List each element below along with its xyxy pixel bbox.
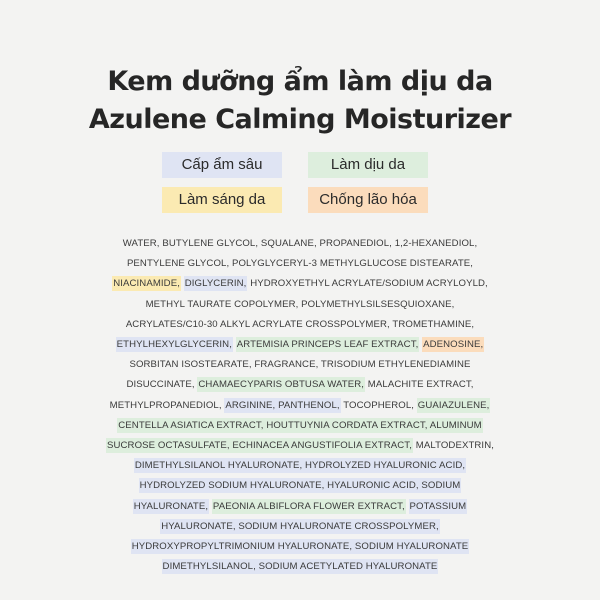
ingredient-line — [0, 497, 600, 517]
ingredient-highlight-orange: ADENOSINE, — [423, 339, 484, 351]
ingredient-list — [0, 234, 600, 577]
ingredient-highlight-green: PAEONIA ALBIFLORA FLOWER EXTRACT, — [212, 500, 405, 512]
ingredient-line — [0, 456, 600, 476]
ingredient-text: DISUCCINATE, — [126, 379, 198, 391]
ingredient-text: SORBITAN ISOSTEARATE, FRAGRANCE, TRISODIUM ETHYLENEDIAMINE — [129, 359, 471, 371]
ingredient-highlight-green: CHAMAECYPARIS OBTUSA WATER, — [198, 379, 365, 391]
ingredient-line — [0, 436, 600, 456]
ingredient-highlight-blue: DIMETHYLSILANOL HYALURONATE, HYDROLYZED HYALURONIC ACID, — [134, 460, 466, 472]
ingredient-text: MALTODEXTRIN, — [412, 440, 494, 452]
ingredient-line — [0, 517, 600, 537]
ingredient-highlight-blue: ARGININE, PANTHENOL, — [225, 399, 340, 411]
badge-moisture: Cấp ẩm sâu — [162, 152, 282, 178]
ingredient-text: TOCOPHEROL, — [340, 399, 417, 411]
title-vietnamese: Kem dưỡng ẩm làm dịu da — [107, 66, 493, 97]
ingredient-text: MALACHITE EXTRACT, — [365, 379, 474, 391]
ingredient-line — [0, 274, 600, 294]
ingredient-line — [0, 375, 600, 395]
ingredient-line — [0, 254, 600, 274]
ingredient-highlight-green: SUCROSE OCTASULFATE, ECHINACEA ANGUSTIFOLIA EXTRACT, — [107, 440, 412, 452]
ingredient-line — [0, 476, 600, 496]
ingredient-line — [0, 315, 600, 335]
ingredient-line — [0, 396, 600, 416]
ingredient-text: METHYL TAURATE COPOLYMER, POLYMETHYLSILSESQUIOXANE, — [145, 298, 455, 310]
ingredient-highlight-green: GUAIAZULENE, — [417, 399, 490, 411]
ingredient-highlight-blue: HYDROXYPROPYLTRIMONIUM HYALURONATE, SODIUM HYALURONATE — [131, 541, 469, 553]
badge-brightening: Làm sáng da — [162, 187, 282, 213]
ingredient-highlight-blue: POTASSIUM — [409, 500, 467, 512]
ingredient-line — [0, 557, 600, 577]
ingredient-line — [0, 335, 600, 355]
ingredient-line — [0, 355, 600, 375]
ingredient-text: WATER, BUTYLENE GLYCOL, SQUALANE, PROPANEDIOL, 1,2-HEXANEDIOL, — [122, 238, 478, 249]
ingredient-highlight-blue: DIMETHYLSILANOL, SODIUM ACETYLATED HYALURONATE — [162, 561, 438, 573]
badge-calming: Làm dịu da — [308, 152, 428, 178]
ingredient-text: METHYLPROPANEDIOL, — [109, 399, 225, 411]
ingredient-highlight-blue: HYALURONATE, SODIUM HYALURONATE CROSSPOLYMER, — [161, 520, 439, 532]
ingredient-line — [0, 416, 600, 436]
ingredient-line — [0, 295, 600, 315]
ingredient-highlight-green: CENTELLA ASIATICA EXTRACT, HOUTTUYNIA CORDATA EXTRACT, ALUMINUM — [118, 419, 482, 431]
ingredient-line — [0, 537, 600, 557]
ingredient-highlight-blue: DIGLYCERIN, — [184, 278, 247, 290]
ingredient-highlight-blue: HYDROLYZED SODIUM HYALURONATE, HYALURONIC ACID, SODIUM — [139, 480, 461, 492]
badge-antiaging: Chống lão hóa — [308, 187, 428, 213]
ingredient-text: PENTYLENE GLYCOL, POLYGLYCERYL-3 METHYLGLUCOSE DISTEARATE, — [126, 258, 474, 270]
ingredient-line — [0, 234, 600, 254]
ingredient-highlight-yellow: NIACINAMIDE, — [113, 278, 180, 290]
ingredient-highlight-green: ARTEMISIA PRINCEPS LEAF EXTRACT, — [236, 339, 419, 351]
ingredient-text: ACRYLATES/C10-30 ALKYL ACRYLATE CROSSPOLYMER, TROMETHAMINE, — [125, 318, 475, 330]
ingredient-highlight-blue: HYALURONATE, — [133, 500, 209, 512]
title-english: Azulene Calming Moisturizer — [88, 104, 512, 135]
ingredient-text: HYDROXYETHYL ACRYLATE/SODIUM ACRYLOYLD, — [247, 278, 488, 290]
ingredient-highlight-blue: ETHYLHEXYLGLYCERIN, — [116, 339, 232, 351]
